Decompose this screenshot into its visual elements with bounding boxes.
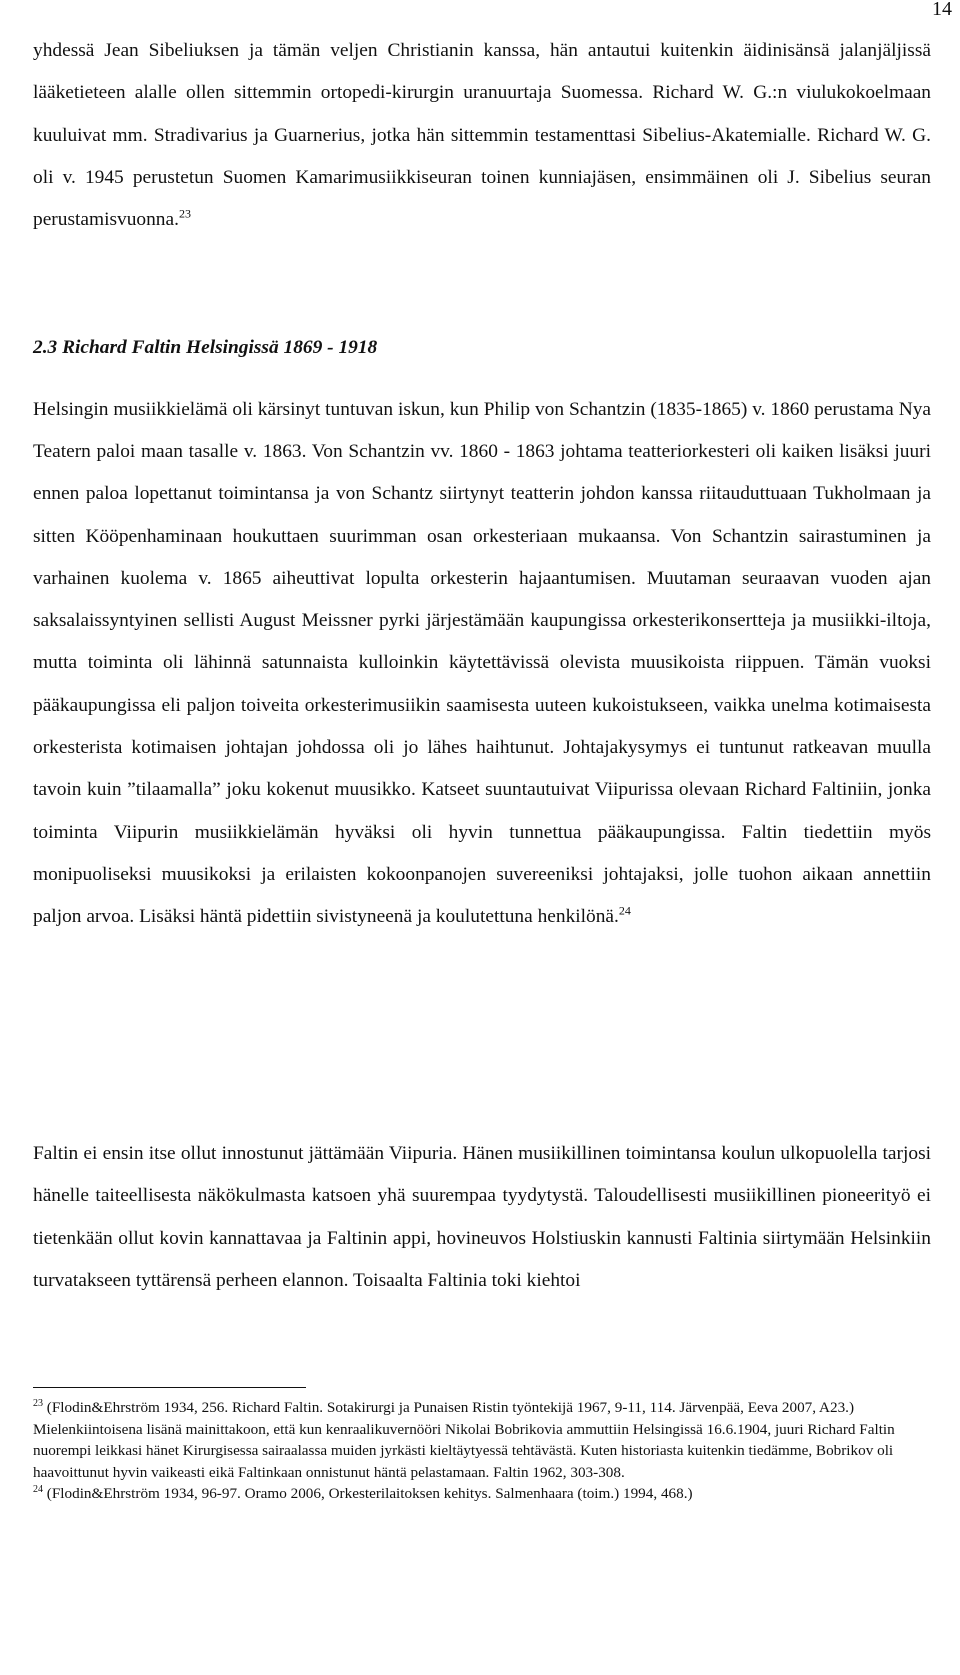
paragraph-1-text: yhdessä Jean Sibeliuksen ja tämän veljen Christianin kanssa, hän antautui kuitenkin äidinisänsä jalanjäljissä lääketieteen alalle ollen sittemmin ortopedi-kirurgin uranuurtaja Suomessa. Richard W. G.:n viulukokoelmaan kuuluivat mm. Stradivarius ja Guarnerius, jotka hän sittemmin testamenttasi Sibelius-Akatemialle. Richard W. G. oli v. 1945 perustetun Suomen Kamarimusiikkiseuran toinen kunniajäsen, ensimmäinen oli J. Sibelius seuran perustamisvuonna. (33, 40, 931, 231)
footnote-number: 23 (33, 1397, 43, 1409)
page-number: 14 (932, 0, 952, 20)
paragraph-3 (33, 1133, 931, 1302)
footnotes (33, 1397, 931, 1505)
footnote-text: (Flodin&Ehrström 1934, 96-97. Oramo 2006, Orkesterilaitoksen kehitys. Salmenhaara (toim.) 1994, 468.) (46, 1485, 693, 1503)
footnote-24 (33, 1483, 931, 1505)
section-paragraph-text: Helsingin musiikkielämä oli kärsinyt tuntuvan iskun, kun Philip von Schantzin (1835-1865) v. 1860 perustama Nya Teatern paloi maan tasalle v. 1863. Von Schantzin vv. 1860 - 1863 johtama teatteriorkesteri oli kaiken lisäksi juuri ennen paloa lopettanut toimintansa ja von Schantz siirtynyt teatterin johdon kanssa riitauduttuaan Tukholmaan ja sitten Kööpenhaminaan houkuttaen suurimman osan orkesteriaan mukaansa. Von Schantzin sairastuminen ja varhainen kuolema v. 1865 aiheuttivat lopulta orkesterin hajaantumisen. Muutaman seuraavan vuoden ajan saksalaissyntyinen sellisti August Meissner pyrki järjestämään kaupungissa orkesterikonsertteja ja musiikki-iltoja, mutta toiminta oli lähinnä satunnaista kulloinkin käytettävissä olevista muusikoista riippuen. Tämän vuoksi pääkaupungissa eli paljon toiveita orkesterimusiikin saamisesta uuteen kukoistukseen, vaikka unelma kotimaisesta orkesterista kotimaisen johtajan johdossa oli jo lähes haihtunut. Johtajakysymys ei tuntunut ratkeavan muulla tavoin kuin ”tilaamalla” joku kokenut muusikko. Katseet suuntautuivat Viipurissa olevaan Richard Faltiniin, jonka toiminta Viipurin musiikkielämän hyväksi oli hyvin tunnettua pääkaupungissa. Faltin tiedettiin myös monipuoliseksi muusikoksi ja erilaisten kokoonpanojen suvereeniksi johtajaksi, jolle tuohon aikaan annettiin paljon arvoa. Lisäksi häntä pidettiin sivistyneenä ja koulutettuna henkilönä. (33, 398, 931, 928)
footnote-ref-24[interactable]: 24 (618, 903, 631, 918)
section-2-3 (33, 327, 931, 958)
paragraph-1 (33, 30, 931, 241)
footnote-number: 24 (33, 1484, 43, 1496)
paragraph-3-text: Faltin ei ensin itse ollut innostunut jättämään Viipuria. Hänen musiikillinen toimintansa koulun ulkopuolella tarjosi hänelle taiteellisesta näkökulmasta katsoen yhä suurempaa tyydytystä. Taloudellisesti musiikillinen pioneerityö ei tietenkään ollut kovin kannattavaa ja Faltinin appi, hovineuvos Holstiuskin kannusti Faltinia siirtymään Helsinkiin turvatakseen tyttärensä perheen elannon. Toisaalta Faltinia toki kiehtoi (33, 1143, 931, 1291)
footnote-text: (Flodin&Ehrström 1934, 256. Richard Faltin. Sotakirurgi ja Punaisen Ristin työntekijä 1967, 9-11, 114. Järvenpää, Eeva 2007, A23.) Mielenkiintoisena lisänä mainittakoon, että kun kenraalikuvernööri Nikolai Bobrikovia ammuttiin Helsingissä 16.6.1904, juuri Richard Faltin nuorempi leikkasi hänet Kirurgisessa sairaalassa muiden jyrkästi kieltäytyessä tehtävästä. Kuten historiasta kuitenkin tiedämme, Bobrikov oli haavoittunut hyvin vaikeasti eikä Faltinkaan onnistunut häntä pelastamaan. Faltin 1962, 303-308. (33, 1399, 895, 1481)
footnote-23 (33, 1397, 931, 1483)
section-heading: 2.3 Richard Faltin Helsingissä 1869 - 1918 (33, 337, 378, 358)
footnote-ref-23[interactable]: 23 (178, 206, 191, 221)
footnote-separator (33, 1387, 306, 1388)
